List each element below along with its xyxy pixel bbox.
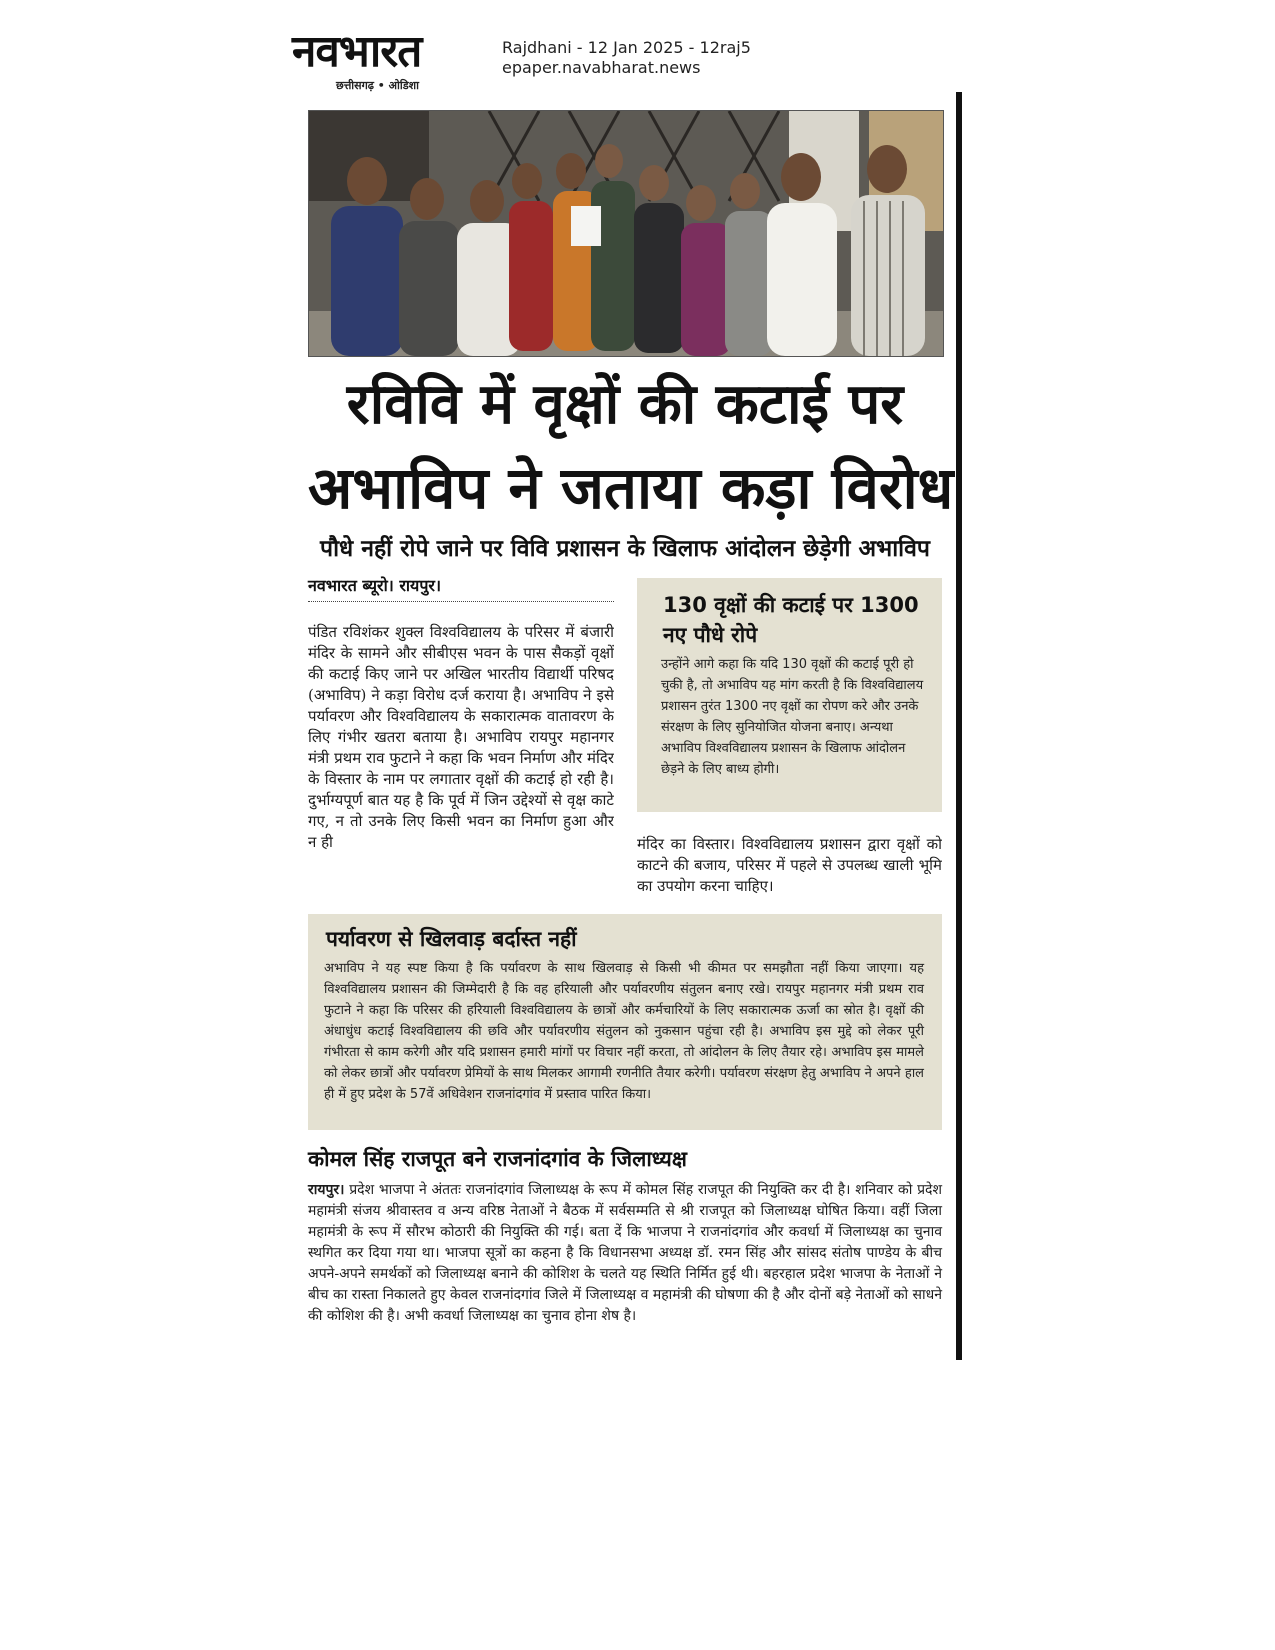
environment-box-text: अभाविप ने यह स्पष्ट किया है कि पर्यावरण के साथ खिलवाड़ से किसी भी कीमत पर समझौता नहीं किया जाएगा। यह विश्वविद्यालय प्रशासन की जिम्मेदारी है कि वह हरियाली और पर्यावरणीय संतुलन बनाए रखे। रायपुर महानगर मंत्री प्रथम राव फुटाने ने कहा कि परिसर की हरियाली विश्वविद्यालय के छात्रों और कर्मचारियों के लिए सकारात्मक ऊर्जा का स्रोत है। वृक्षों की अंधाधुंध कटाई विश्वविद्यालय की छवि और पर्यावरणीय संतुलन को नुकसान पहुंचा रही है। अभाविप इस मुद्दे को लेकर पूरी गंभीरता से काम करेगी और यदि प्रशासन हमारी मांगों पर विचार नहीं करता, तो आंदोलन के लिए तैयार रहे। अभाविप इस मामले को लेकर छात्रों और पर्यावरण प्रेमियों के साथ मिलकर आगामी रणनीति तैयार करेगी। पर्यावरण संरक्षण हेतु अभाविप ने अपने हाल ही में हुए प्रदेश के 57वें अधिवेशन राजनांदगांव में प्रस्ताव पारित किया। [324, 961, 924, 1102]
sidebar-box [637, 578, 942, 812]
logo-subtitle: छत्तीसगढ़ • ओडिशा [336, 79, 419, 92]
environment-box-title: पर्यावरण से खिलवाड़ बर्दास्त नहीं [326, 927, 577, 951]
edition-info: Rajdhani - 12 Jan 2025 - 12raj5 [502, 38, 751, 57]
epaper-url: epaper.navabharat.news [502, 58, 701, 77]
sidebar-text: उन्होंने आगे कहा कि यदि 130 वृक्षों की कटाई पूरी हो चुकी है, तो अभाविप यह मांग करती है कि विश्वविद्यालय प्रशासन तुरंत 1300 नए वृक्षों का रोपण करे और उनके संरक्षण के लिए सुनियोजित योजना बनाए। अन्यथा अभाविप विश्वविद्यालय प्रशासन के खिलाफ आंदोलन छेड़ने के लिए बाध्य होगी। [661, 657, 924, 777]
newspaper-logo [292, 28, 490, 94]
sidebar-title: 130 वृक्षों की कटाई पर 1300 नए पौधे रोपे [663, 593, 919, 647]
subheadline: पौधे नहीं रोपे जाने पर विवि प्रशासन के खिलाफ आंदोलन छेड़ेगी अभाविप [320, 536, 930, 562]
page-edge-rule [956, 92, 962, 1360]
article-body-right: मंदिर का विस्तार। विश्वविद्यालय प्रशासन द्वारा वृक्षों को काटने की बजाय, परिसर में पहले से उपलब्ध खाली भूमि का उपयोग करना चाहिए। [637, 835, 942, 895]
story2-headline: कोमल सिंह राजपूत बने राजनांदगांव के जिलाध्यक्ष [308, 1147, 687, 1171]
story2-text: प्रदेश भाजपा ने अंततः राजनांदगांव जिलाध्यक्ष के रूप में कोमल सिंह राजपूत की नियुक्ति कर दी है। शनिवार को प्रदेश महामंत्री संजय श्रीवास्तव व अन्य वरिष्ठ नेताओं ने बैठक में सर्वसम्मति से श्री राजपूत को जिलाध्यक्ष घोषित किया। वहीं जिला महामंत्री के रूप में सौरभ कोठारी की नियुक्ति की गई। बता दें कि भाजपा ने राजनांदगांव और कवर्धा में जिलाध्यक्ष का चुनाव स्थगित कर दिया गया था। भाजपा सूत्रों का कहना है कि विधानसभा अध्यक्ष डॉ. रमन सिंह और सांसद संतोष पाण्डेय के बीच अपने-अपने समर्थकों को जिलाध्यक्ष बनाने की कोशिश के चलते यह स्थिति निर्मित हुई थी। बहरहाल प्रदेश भाजपा के नेताओं ने बीच का रास्ता निकालते हुए केवल राजनांदगांव जिले में जिलाध्यक्ष व महामंत्री की घोषणा की है और दोनों बड़े नेताओं को साधने की कोशिश की है। अभी कवर्धा जिलाध्यक्ष का चुनाव होना शेष है। [308, 1182, 942, 1324]
logo-wordmark: नवभारत [292, 26, 422, 77]
environment-box [308, 914, 942, 1130]
headline-line-2: अभाविप ने जताया कड़ा विरोध [308, 454, 954, 522]
group-photo-illustration [309, 111, 943, 356]
dateline: नवभारत ब्यूरो। रायपुर। [308, 576, 442, 595]
group-photo [308, 110, 944, 357]
story2-body [308, 1180, 942, 1327]
headline-line-1: रविवि में वृक्षों की कटाई पर [346, 372, 904, 437]
article-body-left: पंडित रविशंकर शुक्ल विश्वविद्यालय के परिसर में बंजारी मंदिर के सामने और सीबीएस भवन के पास सैकड़ों वृक्षों की कटाई किए जाने पर अखिल भारतीय विद्यार्थी परिषद (अभाविप) ने कड़ा विरोध दर्ज कराया है। अभाविप ने इसे पर्यावरण और विश्वविद्यालय के सकारात्मक वातावरण के लिए गंभीर खतरा बताया है। अभाविप रायपुर महानगर मंत्री प्रथम राव फुटाने ने कहा कि भवन निर्माण और मंदिर के विस्तार के नाम पर लगातार वृक्षों की कटाई हो रही है। दुर्भाग्यपूर्ण बात यह है कि पूर्व में जिन उद्देश्यों से वृक्ष काटे गए, न तो उनके लिए किसी भवन का निर्माण हुआ और न ही [308, 623, 614, 851]
story2-dateline: रायपुर। [308, 1182, 345, 1198]
dateline-divider [308, 601, 614, 602]
